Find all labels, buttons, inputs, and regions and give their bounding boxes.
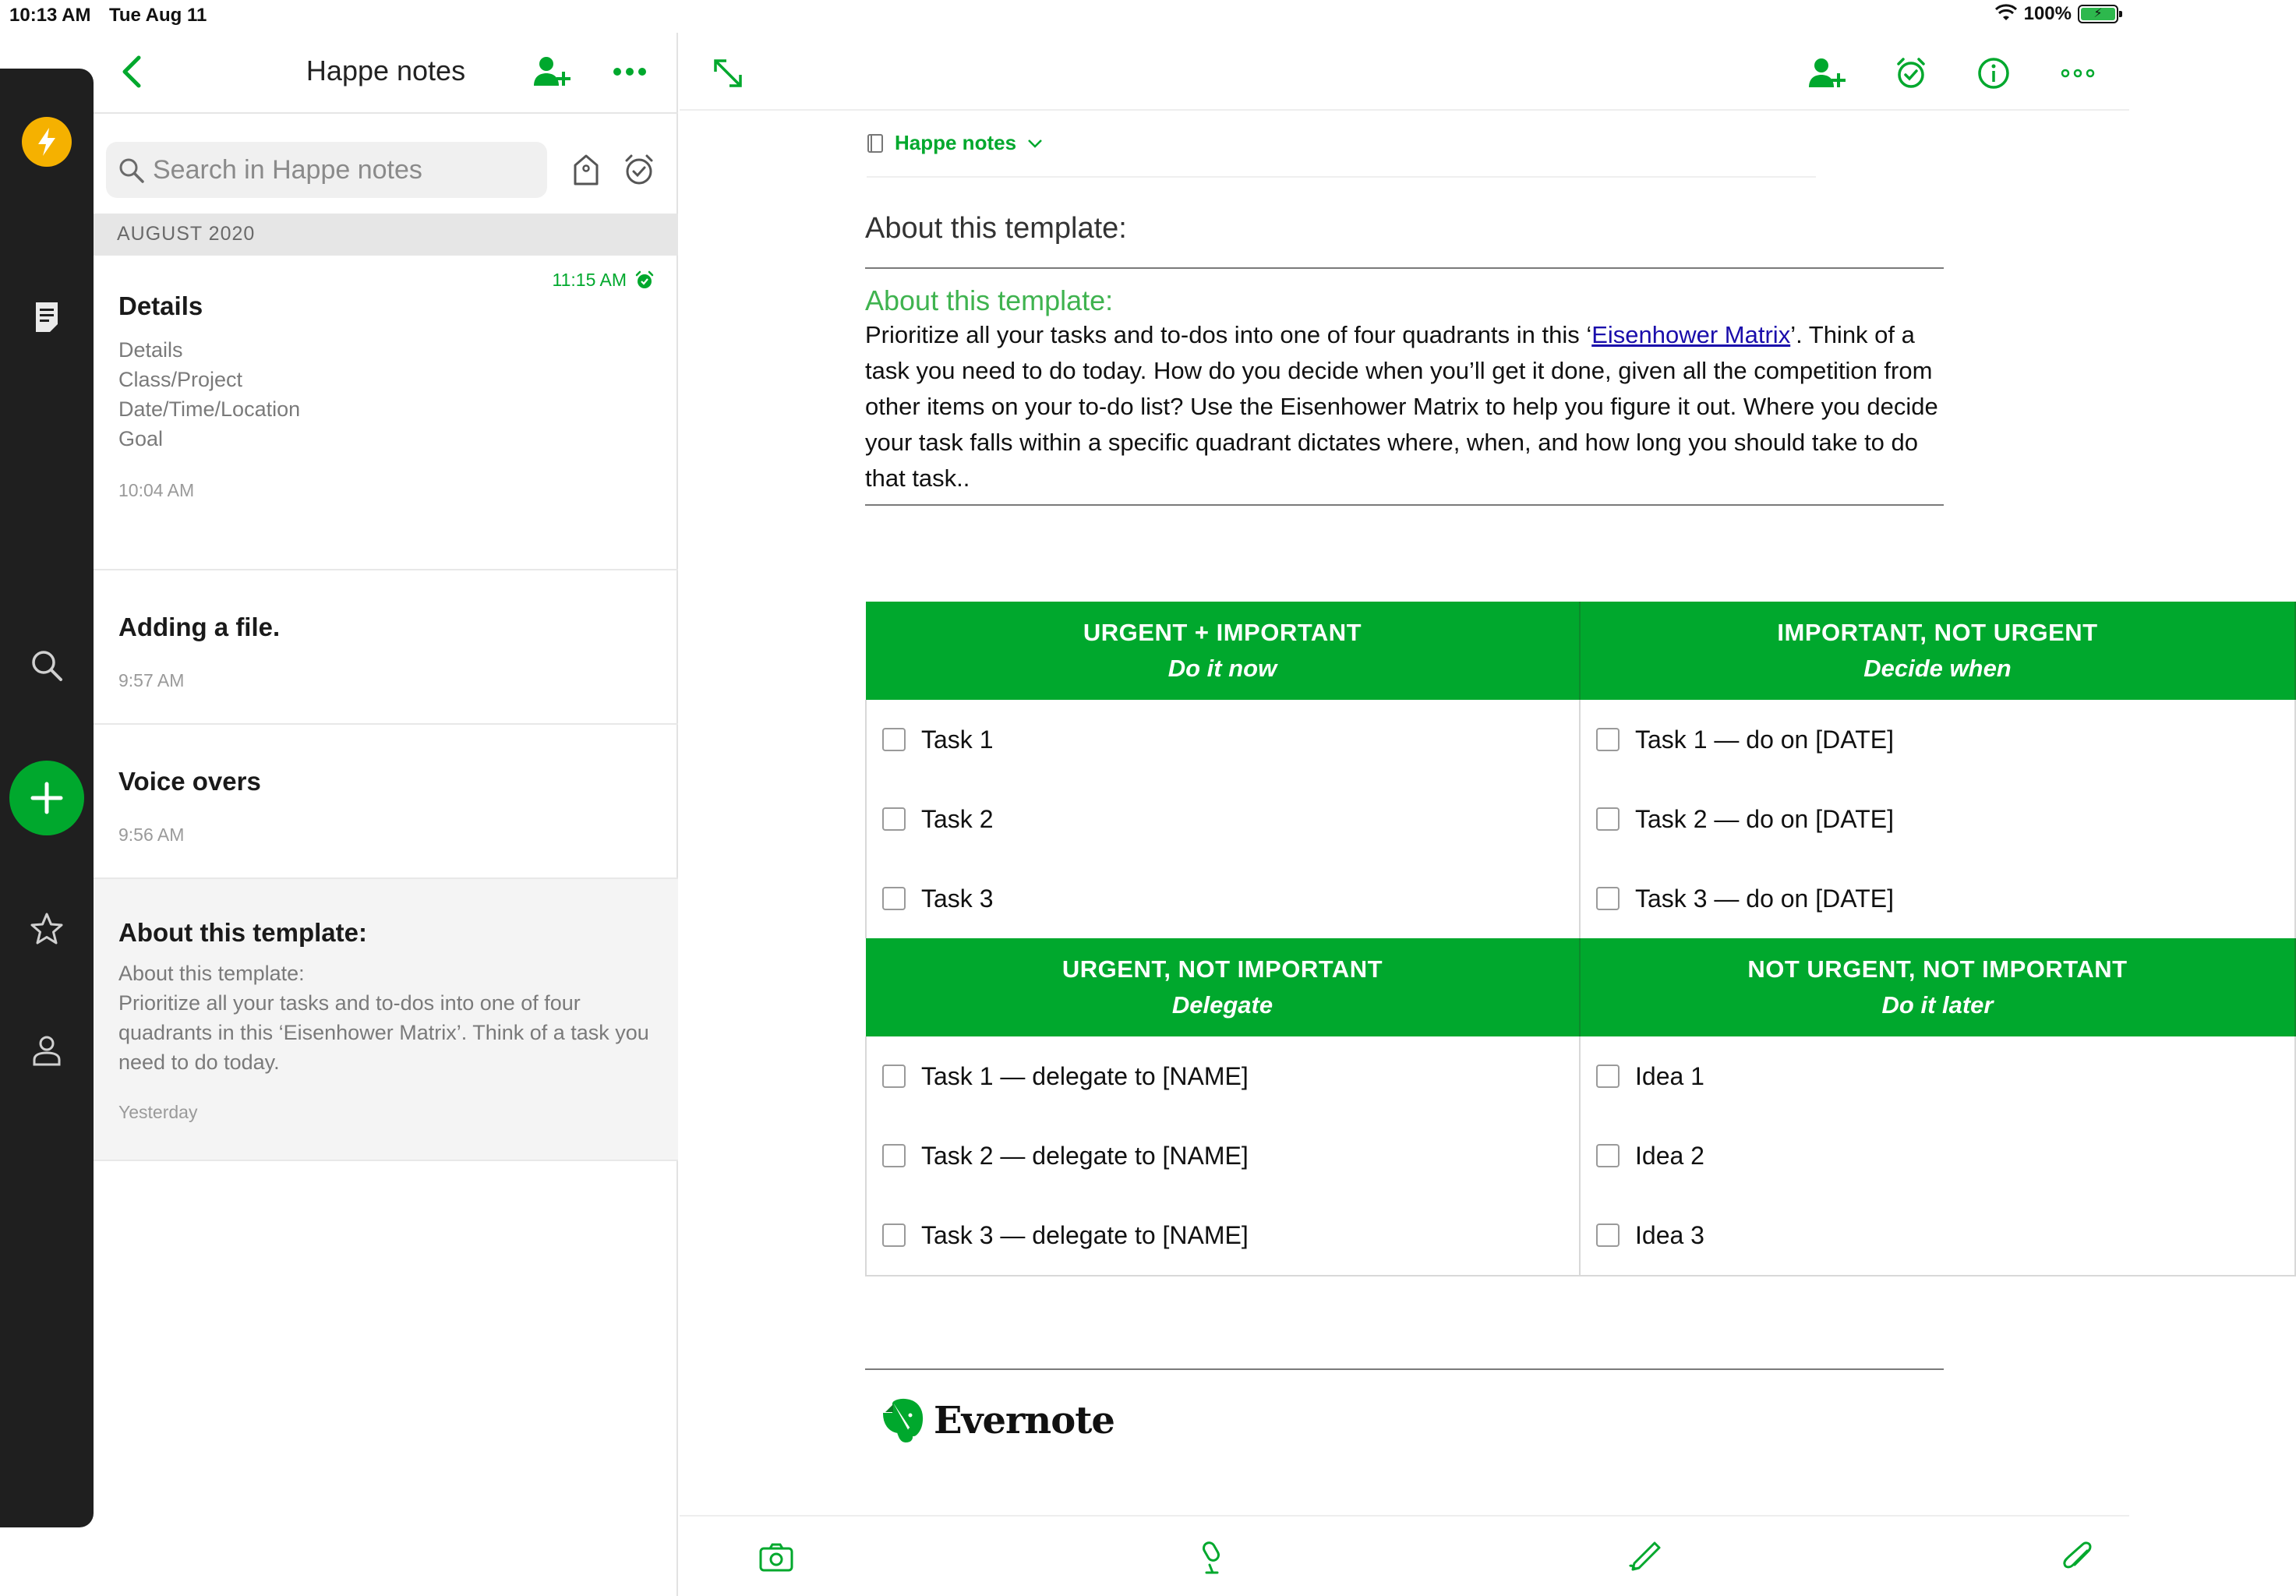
expand-icon <box>711 56 745 90</box>
quadrant-cell <box>866 700 1580 938</box>
task-label: Task 2 — do on [DATE] <box>1635 804 1894 833</box>
navigation-rail <box>0 69 94 1527</box>
battery-percent: 100% <box>2023 3 2072 24</box>
note-list-header <box>94 33 678 114</box>
eisenhower-matrix-link[interactable]: Eisenhower Matrix <box>1591 321 1791 348</box>
checklist-item[interactable] <box>1581 1116 2294 1195</box>
expand-button[interactable] <box>703 48 753 98</box>
task-label: Task 3 — delegate to [NAME] <box>921 1220 1249 1249</box>
body-text: ’. Think of a task you need to do today. How do you decide when you’ll get it done, given all the competition from other items on your to-do list? Use the Eisenhower Matrix to help you figure it out. Where you decide your task falls within a specific quadrant dictates where, when, and how long you should take to do that task.. <box>865 321 1938 492</box>
checklist-item[interactable] <box>1581 700 2294 779</box>
notebook-icon <box>867 133 884 154</box>
notebook-title: Happe notes <box>306 55 466 87</box>
task-label: Task 3 <box>921 884 994 913</box>
note-heading: About this template: <box>865 212 1944 269</box>
quadrant-header-decide-when <box>1580 602 2295 700</box>
task-label: Idea 3 <box>1635 1220 1704 1249</box>
note-date: Yesterday <box>118 1102 198 1122</box>
info-icon <box>1976 56 2011 90</box>
quadrant-cell <box>1580 1036 2295 1276</box>
task-label: Task 3 — do on [DATE] <box>1635 884 1894 913</box>
alarm-icon <box>1894 56 1928 90</box>
search-box[interactable] <box>106 142 547 198</box>
search-input[interactable] <box>153 155 527 185</box>
camera-icon <box>758 1541 794 1573</box>
add-person-icon <box>1807 56 1846 90</box>
note-editor <box>680 33 2129 1596</box>
alarm-icon <box>622 153 656 187</box>
quadrant-subtitle: Do it now <box>1167 655 1277 682</box>
note-date: 9:56 AM <box>118 824 185 845</box>
status-right <box>1994 3 2118 25</box>
evernote-brand <box>882 1396 1114 1445</box>
divider <box>867 176 1816 178</box>
pen-icon <box>1627 1540 1662 1574</box>
elephant-logo-icon <box>882 1396 926 1445</box>
editor-header <box>680 33 2129 111</box>
quadrant-title: URGENT, NOT IMPORTANT <box>1061 955 1383 983</box>
note-subheading: About this template: <box>865 284 1114 316</box>
checklist-item[interactable] <box>867 700 1579 779</box>
quick-note-button[interactable] <box>0 117 94 167</box>
search-icon <box>117 156 145 184</box>
tag-filter-button[interactable] <box>563 147 609 193</box>
status-date: Tue Aug 11 <box>109 5 207 26</box>
task-label: Idea 2 <box>1635 1141 1704 1170</box>
quadrant-title: NOT URGENT, NOT IMPORTANT <box>1747 955 2128 983</box>
divider <box>865 1368 1944 1370</box>
search-nav-button[interactable] <box>0 647 94 684</box>
checklist-item[interactable] <box>867 779 1579 859</box>
more-icon <box>613 67 647 76</box>
camera-button[interactable] <box>751 1532 801 1582</box>
chevron-down-icon <box>1027 138 1043 149</box>
checkbox[interactable] <box>1596 1065 1620 1088</box>
quadrant-title: URGENT + IMPORTANT <box>1083 619 1362 646</box>
checkbox[interactable] <box>882 887 906 910</box>
new-note-button[interactable] <box>0 761 94 835</box>
note-snippet: Details Class/Project Date/Time/Location Goal <box>118 338 301 450</box>
microphone-icon <box>1196 1540 1227 1574</box>
note-title: About this template: <box>118 918 367 947</box>
sketch-button[interactable] <box>1620 1532 1669 1582</box>
note-date: 9:57 AM <box>118 670 185 690</box>
notebook-name: Happe notes <box>895 131 1017 154</box>
battery-icon: ⚡ <box>2078 5 2118 23</box>
task-label: Task 2 <box>921 804 994 833</box>
note-snippet: About this template: Prioritize all your tasks and to-dos into one of four quadrants in this ‘Eisenhower Matrix’. Think of a task you need to do today. <box>118 962 649 1074</box>
note-card[interactable] <box>94 570 678 725</box>
note-reminder <box>553 270 655 291</box>
note-info-button[interactable] <box>1969 48 2019 98</box>
quadrant-subtitle: Decide when <box>1863 655 2012 682</box>
record-audio-button[interactable] <box>1186 1532 1236 1582</box>
checklist-item[interactable] <box>1581 1036 2294 1116</box>
note-card-selected[interactable] <box>94 879 678 1161</box>
checkbox[interactable] <box>882 1223 906 1247</box>
checkbox[interactable] <box>1596 728 1620 751</box>
checklist-item[interactable] <box>867 1116 1579 1195</box>
notes-nav-button[interactable] <box>0 298 94 335</box>
search-icon <box>28 647 65 684</box>
note-body <box>865 317 1944 506</box>
status-time: 10:13 AM <box>9 5 91 26</box>
checkbox[interactable] <box>1596 1144 1620 1167</box>
lightning-icon <box>34 126 60 157</box>
notebook-selector[interactable] <box>867 131 1043 155</box>
checklist-item[interactable] <box>1581 779 2294 859</box>
person-icon <box>28 1032 65 1069</box>
quadrant-header-do-it-now <box>866 602 1580 700</box>
tag-icon <box>572 153 600 187</box>
quadrant-subtitle: Do it later <box>1881 991 1994 1019</box>
task-label: Task 1 — delegate to [NAME] <box>921 1061 1249 1090</box>
reminder-time: 11:15 AM <box>552 270 627 290</box>
task-label: Task 1 <box>921 725 994 754</box>
wifi-icon <box>1994 5 2018 23</box>
checkbox[interactable] <box>1596 1223 1620 1247</box>
quadrant-header-delegate <box>866 938 1580 1036</box>
checklist-item[interactable] <box>867 859 1579 938</box>
notes-icon <box>28 298 65 335</box>
note-title: Voice overs <box>118 767 261 796</box>
attach-button[interactable] <box>2053 1532 2103 1582</box>
reminder-button[interactable] <box>1886 48 1936 98</box>
share-notebook-button[interactable] <box>528 48 575 95</box>
quadrant-subtitle: Delegate <box>1171 991 1273 1019</box>
brand-name: Evernote <box>934 1399 1114 1442</box>
body-text: Prioritize all your tasks and to-dos into one of four quadrants in this ‘ <box>865 321 1592 348</box>
list-more-button[interactable] <box>606 48 653 95</box>
plus-icon <box>28 779 65 817</box>
more-icon <box>2061 69 2095 78</box>
shortcuts-nav-button[interactable] <box>0 910 94 948</box>
month-section-header: AUGUST 2020 <box>94 214 678 256</box>
note-date: 10:04 AM <box>118 480 195 500</box>
note-title: Details <box>118 291 203 320</box>
checkbox[interactable] <box>882 1065 906 1088</box>
note-more-button[interactable] <box>2053 48 2103 98</box>
checkbox[interactable] <box>882 807 906 831</box>
quadrant-cell <box>1580 700 2295 938</box>
eisenhower-matrix-table <box>865 602 2128 1291</box>
note-list-panel <box>94 33 678 1596</box>
note-card[interactable] <box>94 725 678 879</box>
account-nav-button[interactable] <box>0 1032 94 1069</box>
quadrant-title: IMPORTANT, NOT URGENT <box>1777 619 2098 646</box>
checklist-item[interactable] <box>1581 1195 2294 1275</box>
paperclip-icon <box>2061 1540 2095 1574</box>
checkbox[interactable] <box>1596 887 1620 910</box>
status-bar <box>0 0 2129 33</box>
quadrant-cell <box>866 1036 1580 1276</box>
checklist-item[interactable] <box>867 1036 1579 1116</box>
task-label: Task 1 — do on [DATE] <box>1635 725 1894 754</box>
note-content[interactable] <box>865 212 1944 506</box>
note-title: Adding a file. <box>118 613 281 641</box>
editor-toolbar <box>680 1515 2129 1596</box>
reminder-filter-button[interactable] <box>616 147 662 193</box>
checkbox[interactable] <box>882 1144 906 1167</box>
add-person-icon <box>532 55 571 89</box>
checkbox[interactable] <box>1596 807 1620 831</box>
note-card[interactable] <box>94 256 678 570</box>
star-icon <box>28 910 65 948</box>
checklist-item[interactable] <box>1581 859 2294 938</box>
quadrant-header-do-it-later <box>1580 938 2295 1036</box>
checkbox[interactable] <box>882 728 906 751</box>
share-note-button[interactable] <box>1802 48 1852 98</box>
checklist-item[interactable] <box>867 1195 1579 1275</box>
task-label: Idea 1 <box>1635 1061 1704 1090</box>
task-label: Task 2 — delegate to [NAME] <box>921 1141 1249 1170</box>
alarm-icon <box>634 270 655 291</box>
